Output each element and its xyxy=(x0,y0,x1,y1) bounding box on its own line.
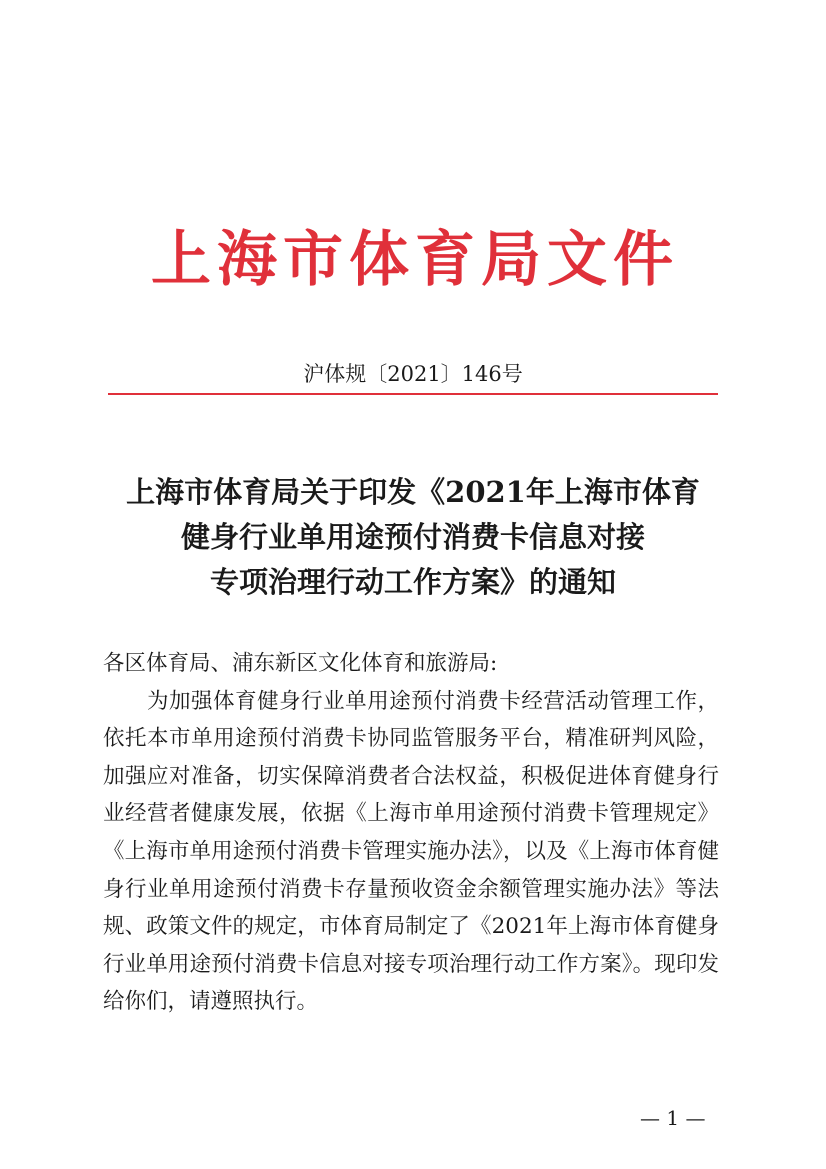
page-number: — 1 — xyxy=(640,1106,706,1130)
body-line: 《上海市单用途预付消费卡管理实施办法》，以及《上海市体育健 xyxy=(103,838,719,864)
body-line: 身行业单用途预付消费卡存量预收资金余额管理实施办法》等法 xyxy=(103,876,719,902)
body-line: 业经营者健康发展，依据《上海市单用途预付消费卡管理规定》 xyxy=(103,801,719,827)
red-divider xyxy=(108,393,718,395)
body-line: 加强应对准备，切实保障消费者合法权益，积极促进体育健身行 xyxy=(103,763,719,789)
title-line: 上海市体育局关于印发《2021年上海市体育 xyxy=(126,475,700,509)
document-body xyxy=(103,645,719,1021)
body-line: 规、政策文件的规定，市体育局制定了《2021年上海市体育健身 xyxy=(103,914,719,940)
title-line: 专项治理行动工作方案》的通知 xyxy=(209,565,616,599)
body-line: 给你们，请遵照执行。 xyxy=(103,989,319,1015)
document-masthead: 上海市体育局文件 xyxy=(151,225,679,295)
body-line: 为加强体育健身行业单用途预付消费卡经营活动管理工作， xyxy=(147,688,719,714)
title-line: 健身行业单用途预付消费卡信息对接 xyxy=(180,520,645,554)
document-title xyxy=(90,470,736,605)
salutation: 各区体育局、浦东新区文化体育和旅游局: xyxy=(103,651,498,676)
body-line: 依托本市单用途预付消费卡协同监管服务平台，精准研判风险， xyxy=(103,726,719,752)
body-line: 行业单用途预付消费卡信息对接专项治理行动工作方案》。现印发 xyxy=(103,951,719,977)
document-number: 沪体规〔2021〕146号 xyxy=(303,362,523,386)
